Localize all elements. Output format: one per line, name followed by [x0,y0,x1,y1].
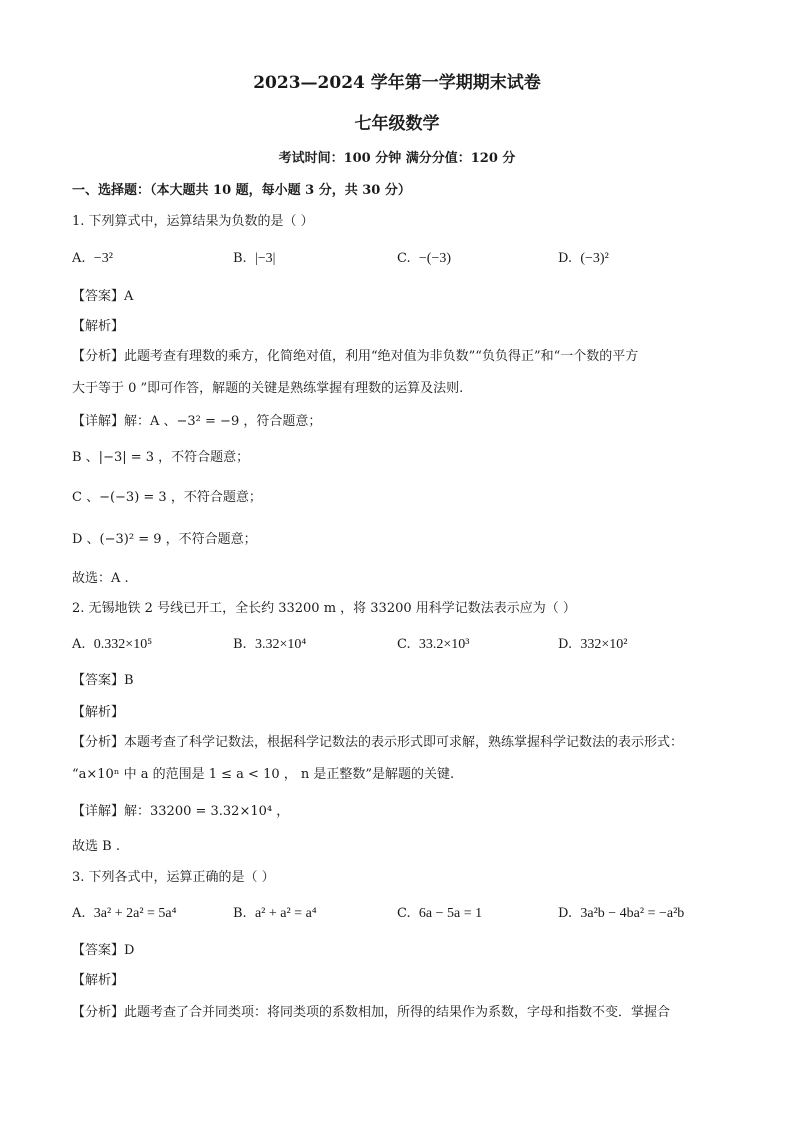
q1-option-a: A. −3² [72,251,113,266]
q1-detail-2: B 、|−3| = 3 ，不符合题意； [72,450,250,465]
q2-conclusion: 故选 B . [72,839,120,854]
q3-analysis-head: 【解析】 [72,973,125,988]
q2-analysis-line1: 【分析】本题考查了科学记数法，根据科学记数法的表示形式即可求解，熟练掌握科学记数法的表示形式： [72,735,684,750]
q1-detail-3: C 、−(−3) = 3 ，不符合题意； [72,490,262,505]
q3-stem: 3. 下列各式中，运算正确的是（ ） [72,870,275,885]
q3-option-b: B. a² + a² = a⁴ [233,906,317,921]
q1-options [72,250,734,270]
q2-options [72,636,734,656]
q2-answer: 【答案】B [72,673,134,688]
q3-option-d: D. 3a²b − 4ba² = −a²b [558,906,685,921]
page-title: 2023—2024 学年第一学期期末试卷 [253,73,541,93]
q1-analysis-head: 【解析】 [72,319,125,334]
q1-answer: 【答案】A [72,289,134,304]
q1-option-d: D. (−3)² [558,251,609,266]
q3-options [72,905,734,925]
q1-detail-4: D 、(−3)² = 9 ，不符合题意； [72,532,257,547]
q3-answer: 【答案】D [72,943,135,958]
q1-option-c: C. −(−3) [397,251,452,266]
q3-option-c: C. 6a − 5a = 1 [397,906,483,921]
page-subtitle: 七年级数学 [354,114,440,134]
q1-conclusion: 故选：A . [72,571,129,586]
q1-analysis-line1: 【分析】此题考查有理数的乘方，化简绝对值，利用“绝对值为非负数”“负负得正”和“一个数的平方 [72,349,639,364]
q1-stem: 1. 下列算式中，运算结果为负数的是（ ） [72,214,314,229]
exam-meta: 考试时间：100 分钟 满分分值：120 分 [278,151,516,166]
q1-option-b: B. |−3| [233,251,276,266]
q2-option-c: C. 33.2×10³ [397,637,470,652]
q2-analysis-head: 【解析】 [72,705,125,720]
q2-option-a: A. 0.332×10⁵ [72,637,153,652]
q1-detail-1: 【详解】解：A 、−3² = −9 ，符合题意； [72,414,322,429]
q3-analysis-line1: 【分析】此题考查了合并同类项：将同类项的系数相加，所得的结果作为系数，字母和指数不变．掌握合 [72,1005,671,1020]
q3-option-a: A. 3a² + 2a² = 5a⁴ [72,906,177,921]
q2-detail-1: 【详解】解：33200 = 3.32×10⁴ ， [72,804,290,819]
q2-analysis-line2: “a×10ⁿ 中 a 的范围是 1 ≤ a < 10 ， n 是正整数”是解题的关键. [72,767,455,782]
q2-option-d: D. 332×10² [558,637,628,652]
q2-option-b: B. 3.32×10⁴ [233,637,307,652]
section-heading: 一、选择题：（本大题共 10 题，每小题 3 分，共 30 分） [72,183,411,198]
q2-stem: 2. 无锡地铁 2 号线已开工，全长约 33200 m ，将 33200 用科学记数法表示应为（ ） [72,601,576,616]
q1-analysis-line2: 大于等于 0 ”即可作答，解题的关键是熟练掌握有理数的运算及法则. [72,381,464,396]
